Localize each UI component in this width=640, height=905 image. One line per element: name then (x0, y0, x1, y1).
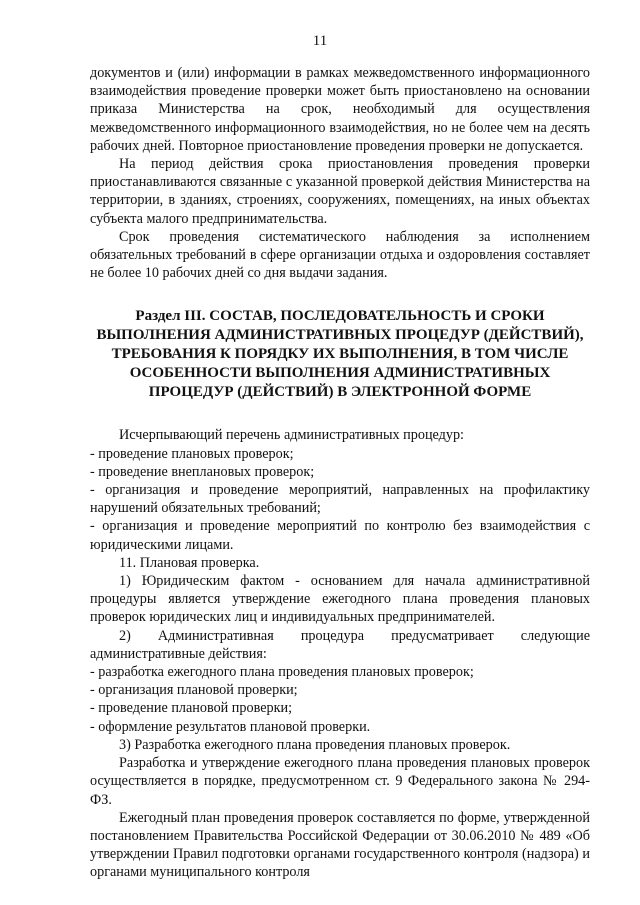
procedure-item-4: - организация и проведение мероприятий по контролю без взаимодействия с юридическими лицами. (90, 518, 590, 553)
action-item-4: - оформление результатов плановой проверки. (90, 718, 371, 735)
paragraph-continuation: документов и (или) информации в рамках межведомственного информационного взаимодействия проведение проверки может быть приостановлено на основании приказа Министерства на срок, необходимый для осуществления межведомственного информационного взаимодействия, но не более чем на десять рабочих дней. Повторное приостановление проведения проверки не допускается. (90, 65, 590, 154)
planned-paragraph-5: Ежегодный план проведения проверок составляется по форме, утвержденной постановлением Правительства Российской Федерации от 30.06.2010 № 489 «Об утверждении Правил подготовки органами государственного контроля (надзора) и органами муниципального контроля (90, 809, 590, 881)
page-number: 11 (312, 33, 328, 49)
action-item-3: - проведение плановой проверки; (90, 700, 293, 717)
planned-paragraph-4: Разработка и утверждение ежегодного плана проведения плановых проверок осуществляется в порядке, предусмотренном ст. 9 Федерального закона № 294-ФЗ. (90, 755, 590, 808)
action-item-1: - разработка ежегодного плана проведения плановых проверок; (90, 664, 474, 681)
procedure-item-2: - проведение внеплановых проверок; (90, 463, 315, 480)
planned-paragraph-3: 3) Разработка ежегодного плана проведения плановых проверок. (119, 736, 511, 753)
section-heading: Раздел III. СОСТАВ, ПОСЛЕДОВАТЕЛЬНОСТЬ И СРОКИ ВЫПОЛНЕНИЯ АДМИНИСТРАТИВНЫХ ПРОЦЕДУР (ДЕЙСТВИЙ), ТРЕБОВАНИЯ К ПОРЯДКУ ИХ ВЫПОЛНЕНИЯ, В ТОМ ЧИСЛЕ ОСОБЕННОСТИ ВЫПОЛНЕНИЯ АДМИНИСТРАТИВНЫХ ПРОЦЕДУР (ДЕЙСТВИЙ) В ЭЛЕКТРОННОЙ ФОРМЕ (96, 308, 584, 401)
planned-inspection-title: 11. Плановая проверка. (119, 554, 260, 571)
paragraph-suspension-period: На период действия срока приостановления проведения проверки приостанавливаются связанные с указанной проверкой действия Министерства на территории, в зданиях, строениях, сооружениях, помещениях, на иных объектах субъекта малого предпринимательства. (90, 156, 590, 227)
document-body (90, 64, 590, 882)
paragraph-observation-term: Срок проведения систематического наблюдения за исполнением обязательных требований в сфере организации отдыха и оздоровления составляет не более 10 рабочих дней со дня выдачи задания. (90, 228, 590, 282)
procedure-item-3: - организация и проведение мероприятий, направленных на профилактику нарушений обязательных требований; (90, 482, 590, 517)
procedure-item-1: - проведение плановых проверок; (90, 445, 294, 462)
procedures-intro: Исчерпывающий перечень административных процедур: (119, 427, 464, 444)
planned-paragraph-2: 2) Административная процедура предусматривает следующие административные действия: (90, 627, 590, 662)
action-item-2: - организация плановой проверки; (90, 682, 298, 699)
planned-paragraph-1: 1) Юридическим фактом - основанием для начала административной процедуры является утверждение ежегодного плана проведения плановых проверок юридических лиц и индивидуальных предпринимателей. (90, 573, 590, 626)
